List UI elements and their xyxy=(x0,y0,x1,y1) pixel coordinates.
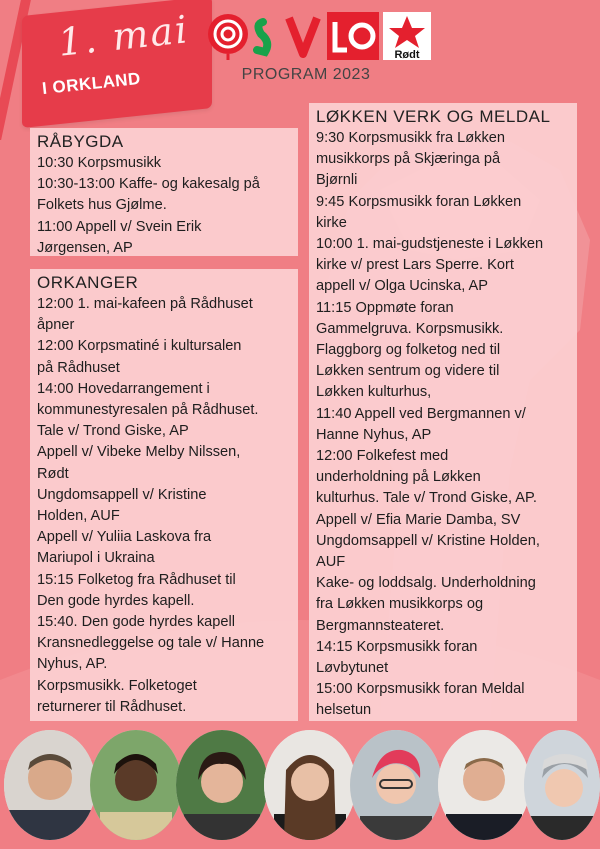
schedule-line: Løkken sentrum og videre til xyxy=(316,363,500,380)
schedule-line: Mariupol i Ukraina xyxy=(37,550,155,567)
schedule-line: 15:40. Den gode hyrdes kapell xyxy=(37,614,235,631)
schedule-line: 10:30 Korpsmusikk xyxy=(37,155,162,171)
schedule-line: Holden, AUF xyxy=(37,508,120,525)
schedule-line: Rødt xyxy=(37,465,69,482)
flag-subtitle: I ORKLAND xyxy=(41,68,142,99)
schedule-line: Bjørnli xyxy=(316,172,358,189)
schedule-line: 11:15 Oppmøte foran xyxy=(316,299,454,316)
schedule-line: Korpsmusikk. Folketoget xyxy=(37,677,197,694)
schedule-line: Jørgensen, AP xyxy=(37,239,133,256)
schedule-line: kommunestyresalen på Rådhuset. xyxy=(37,402,259,419)
schedule-line: underholdning på Løkken xyxy=(316,469,481,486)
schedule-line: Tale v/ Trond Giske, AP xyxy=(37,423,189,440)
section-lokken xyxy=(309,103,577,721)
schedule-line: helsetun xyxy=(316,702,372,719)
schedule-line: Appell v/ Yuliia Laskova fra xyxy=(37,529,212,546)
schedule-line: returnerer til Rådhuset. xyxy=(37,698,187,715)
section-rabygda xyxy=(30,128,298,256)
schedule-line: 10:00 1. mai-gudstjeneste i Løkken xyxy=(316,236,544,253)
schedule-line: 15:15 Folketog fra Rådhuset til xyxy=(37,571,236,588)
schedule-line: Løkken kulturhus, xyxy=(316,384,432,401)
schedule-line: Folkets hus Gjølme. xyxy=(37,197,167,214)
schedule-line: 14:00 Hovedarrangement i xyxy=(37,380,210,397)
schedule-line: Kake- og loddsalg. Underholdning xyxy=(316,575,536,592)
rodt-logo xyxy=(383,12,431,60)
schedule-line: musikkorps på Skjæringa på xyxy=(316,151,501,168)
section-title: LØKKEN VERK OG MELDAL xyxy=(316,107,551,126)
schedule-line: Ungdomsappell v/ Kristine xyxy=(37,486,207,503)
schedule-line: fra Løkken musikkorps og xyxy=(316,596,484,613)
schedule-line: 12:00 1. mai-kafeen på Rådhuset xyxy=(37,296,253,312)
schedule-line: 11:40 Appell ved Bergmannen v/ xyxy=(316,405,526,422)
schedule-line: Kransnedleggelse og tale v/ Hanne xyxy=(37,635,265,652)
svg-text:Rødt: Rødt xyxy=(394,49,420,60)
schedule-line: 11:00 Appell v/ Svein Erik xyxy=(37,218,202,235)
speaker-photo-1 xyxy=(4,730,96,840)
sv-logo xyxy=(253,12,323,60)
schedule-line: Hanne Nyhus, AP xyxy=(316,426,432,443)
schedule-line: Den gode hyrdes kapell. xyxy=(37,592,195,609)
lo-logo xyxy=(327,12,379,60)
ap-rose-logo xyxy=(205,12,251,60)
schedule-line: 9:45 Korpsmusikk foran Løkken xyxy=(316,193,522,210)
party-logos xyxy=(205,12,430,62)
program-title: PROGRAM 2023 xyxy=(241,66,371,83)
schedule-line: 9:30 Korpsmusikk fra Løkken xyxy=(316,130,505,146)
schedule-line: 14:15 Korpsmusikk foran xyxy=(316,638,478,655)
speaker-photo-5 xyxy=(350,730,442,840)
schedule-line: Appell v/ Vibeke Melby Nilssen, xyxy=(37,444,241,461)
schedule-line: åpner xyxy=(37,317,75,334)
schedule-line: 12:00 Folkefest med xyxy=(316,448,449,465)
schedule-line: Ungdomsappell v/ Kristine Holden, xyxy=(316,532,540,549)
section-title: RÅBYGDA xyxy=(37,132,124,151)
schedule-line: 15:00 Korpsmusikk foran Meldal xyxy=(316,681,525,698)
schedule-line: Gammelgruva. Korpsmusikk. xyxy=(316,320,504,337)
speaker-photo-7 xyxy=(524,730,600,840)
speaker-photos xyxy=(0,730,600,849)
schedule-line: Løvbytunet xyxy=(316,660,389,677)
schedule-line: 10:30-13:00 Kaffe- og kakesalg på xyxy=(37,176,260,193)
flag-title: 1. mai xyxy=(56,7,192,65)
speaker-photo-6 xyxy=(438,730,530,840)
schedule-line: Appell v/ Efia Marie Damba, SV xyxy=(316,511,521,528)
schedule-line: kirke v/ prest Lars Sperre. Kort xyxy=(316,257,514,274)
schedule-line: Nyhus, AP. xyxy=(37,656,108,673)
speaker-photo-3 xyxy=(176,730,268,840)
schedule-line: på Rådhuset xyxy=(37,359,120,376)
speaker-photo-4 xyxy=(264,730,356,840)
schedule-line: kirke xyxy=(316,214,347,231)
schedule-line: Bergmannsteateret. xyxy=(316,617,445,634)
section-title: ORKANGER xyxy=(37,273,139,292)
section-orkanger xyxy=(30,269,298,721)
schedule-line: kulturhus. Tale v/ Trond Giske, AP. xyxy=(316,490,537,507)
schedule-line: appell v/ Olga Ucinska, AP xyxy=(316,278,488,295)
schedule-line: 12:00 Korpsmatiné i kultursalen xyxy=(37,338,242,355)
schedule-line: AUF xyxy=(316,554,346,571)
schedule-line: Flaggborg og folketog ned til xyxy=(316,342,501,359)
speaker-photo-2 xyxy=(90,730,182,840)
